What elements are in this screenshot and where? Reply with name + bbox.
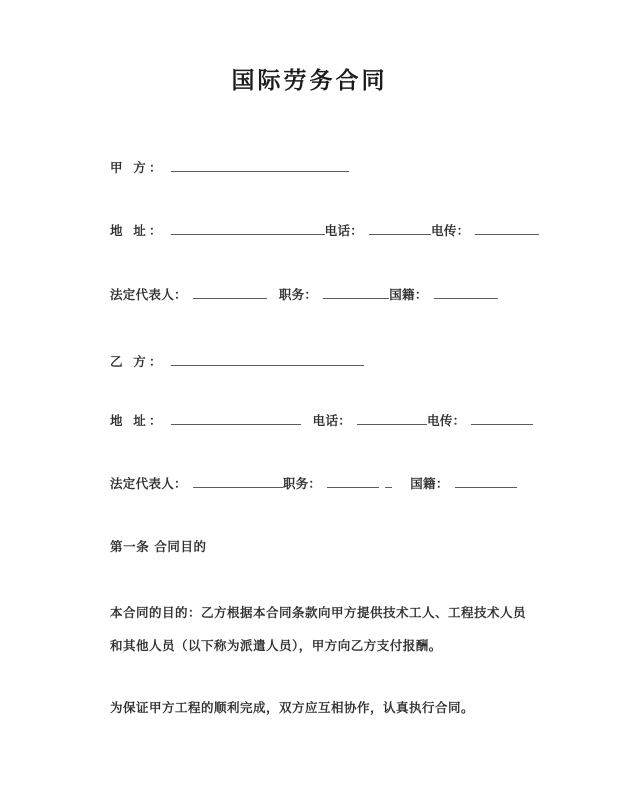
telex-a-label: 电传： [431, 223, 470, 238]
nationality-a-input[interactable] [434, 285, 498, 299]
article-one-purpose-paragraph: 本合同的目的：乙方根据本合同条款向甲方提供技术工人、工程技术人员和其他人员（以下称为派遣人员），甲方向乙方支付报酬。 [110, 605, 527, 653]
field-row-address-a [110, 221, 539, 241]
telex-a-input[interactable] [475, 221, 539, 235]
field-row-legal-rep-a [110, 285, 498, 305]
address-b-input[interactable] [171, 411, 301, 425]
legal-rep-b-input[interactable] [193, 474, 283, 488]
party-a-label: 甲 方： [110, 160, 165, 175]
party-b-label: 乙 方： [110, 354, 165, 369]
phone-a-label: 电话： [324, 223, 364, 238]
address-b-label: 地 址： [110, 413, 165, 428]
article-one-cooperation-paragraph: 为保证甲方工程的顺利完成，双方应互相协作，认真执行合同。 [110, 700, 475, 715]
position-b-label: 职务： [282, 476, 322, 491]
document-title: 国际劳务合同 [231, 68, 388, 94]
party-b-input[interactable] [171, 352, 364, 366]
position-b-input[interactable] [327, 474, 379, 488]
legal-rep-b-label: 法定代表人： [110, 476, 187, 491]
legal-rep-a-label: 法定代表人： [110, 287, 187, 302]
article-one-heading: 第一条 合同目的 [110, 539, 207, 554]
phone-a-input[interactable] [369, 221, 431, 235]
legal-rep-a-input[interactable] [193, 285, 267, 299]
field-row-address-b [110, 411, 533, 431]
phone-b-input[interactable] [357, 411, 427, 425]
position-b-trailing-rule [385, 474, 392, 488]
field-row-legal-rep-b [110, 474, 517, 494]
nationality-b-input[interactable] [455, 474, 517, 488]
position-a-label: 职务： [278, 287, 318, 302]
address-a-input[interactable] [171, 221, 325, 235]
field-row-party-b [110, 352, 364, 372]
position-a-input[interactable] [323, 285, 389, 299]
nationality-b-label: 国籍： [410, 476, 449, 491]
telex-b-label: 电传： [427, 413, 466, 428]
address-a-label: 地 址： [110, 223, 165, 238]
phone-b-label: 电话： [312, 413, 352, 428]
telex-b-input[interactable] [471, 411, 533, 425]
field-row-party-a [110, 158, 349, 178]
nationality-a-label: 国籍： [389, 287, 428, 302]
party-a-input[interactable] [171, 158, 349, 172]
